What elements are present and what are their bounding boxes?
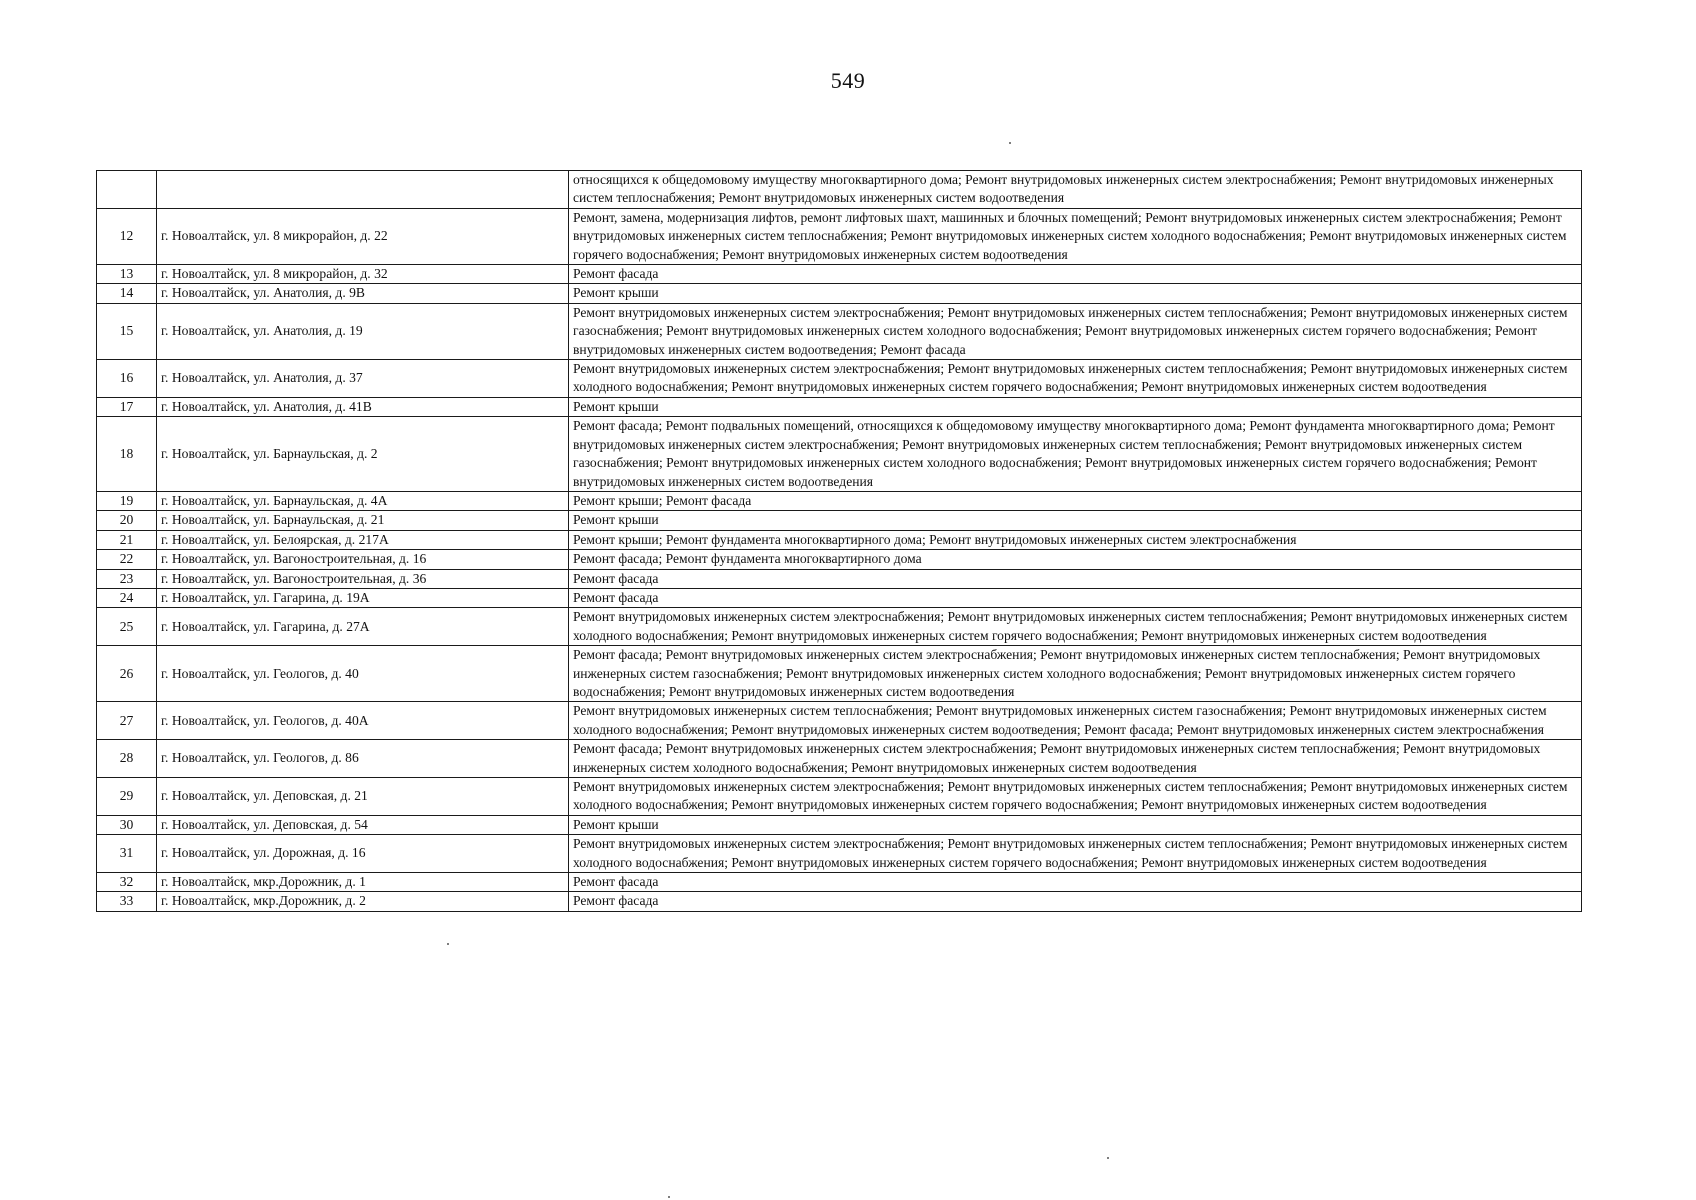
row-number-cell: 30 [97, 815, 157, 834]
table-row [97, 588, 1582, 607]
table-row [97, 569, 1582, 588]
repair-works-table [96, 170, 1582, 912]
repair-works-cell: Ремонт крыши [569, 284, 1582, 303]
address-cell: г. Новоалтайск, ул. Белоярская, д. 217А [157, 530, 569, 549]
table-row [97, 892, 1582, 911]
table-row [97, 608, 1582, 646]
row-number-cell [97, 171, 157, 209]
repair-works-cell: Ремонт фасада [569, 892, 1582, 911]
table-row [97, 303, 1582, 359]
row-number-cell: 15 [97, 303, 157, 359]
address-cell: г. Новоалтайск, ул. Геологов, д. 40 [157, 646, 569, 702]
row-number-cell: 24 [97, 588, 157, 607]
table-row [97, 835, 1582, 873]
address-cell: г. Новоалтайск, ул. Барнаульская, д. 4А [157, 491, 569, 510]
address-cell: г. Новоалтайск, ул. Анатолия, д. 19 [157, 303, 569, 359]
repair-works-cell: Ремонт фасада; Ремонт внутридомовых инженерных систем электроснабжения; Ремонт внутридомовых инженерных систем теплоснабжения; Ремонт внутридомовых инженерных систем газоснабжения; Ремонт внутридомовых инженерных систем холодного водоснабжения; Ремонт внутридомовых инженерных систем горячего водоснабжения; Ремонт внутридомовых инженерных систем водоотведения [569, 646, 1582, 702]
repair-works-cell: Ремонт внутридомовых инженерных систем электроснабжения; Ремонт внутридомовых инженерных систем теплоснабжения; Ремонт внутридомовых инженерных систем холодного водоснабжения; Ремонт внутридомовых инженерных систем горячего водоснабжения; Ремонт внутридомовых инженерных систем водоотведения [569, 608, 1582, 646]
row-number-cell: 13 [97, 265, 157, 284]
table-row [97, 873, 1582, 892]
table-row [97, 511, 1582, 530]
row-number-cell: 20 [97, 511, 157, 530]
repair-works-cell: Ремонт внутридомовых инженерных систем электроснабжения; Ремонт внутридомовых инженерных систем теплоснабжения; Ремонт внутридомовых инженерных систем холодного водоснабжения; Ремонт внутридомовых инженерных систем горячего водоснабжения; Ремонт внутридомовых инженерных систем водоотведения [569, 778, 1582, 816]
repair-works-cell: Ремонт внутридомовых инженерных систем электроснабжения; Ремонт внутридомовых инженерных систем теплоснабжения; Ремонт внутридомовых инженерных систем газоснабжения; Ремонт внутридомовых инженерных систем холодного водоснабжения; Ремонт внутридомовых инженерных систем горячего водоснабжения; Ремонт внутридомовых инженерных систем водоотведения; Ремонт фасада [569, 303, 1582, 359]
scan-speck [1009, 142, 1011, 144]
table-row [97, 646, 1582, 702]
repair-works-cell: Ремонт фасада [569, 873, 1582, 892]
row-number-cell: 25 [97, 608, 157, 646]
row-number-cell: 18 [97, 417, 157, 492]
table-row [97, 702, 1582, 740]
table-row [97, 265, 1582, 284]
row-number-cell: 33 [97, 892, 157, 911]
address-cell: г. Новоалтайск, ул. Деповская, д. 54 [157, 815, 569, 834]
row-number-cell: 23 [97, 569, 157, 588]
row-number-cell: 22 [97, 550, 157, 569]
repair-works-cell: Ремонт внутридомовых инженерных систем электроснабжения; Ремонт внутридомовых инженерных систем теплоснабжения; Ремонт внутридомовых инженерных систем холодного водоснабжения; Ремонт внутридомовых инженерных систем горячего водоснабжения; Ремонт внутридомовых инженерных систем водоотведения [569, 360, 1582, 398]
repair-works-cell: Ремонт фасада [569, 265, 1582, 284]
row-number-cell: 31 [97, 835, 157, 873]
address-cell: г. Новоалтайск, ул. Деповская, д. 21 [157, 778, 569, 816]
scan-speck [447, 943, 449, 945]
repair-works-cell: Ремонт крыши [569, 397, 1582, 416]
row-number-cell: 27 [97, 702, 157, 740]
table-row [97, 740, 1582, 778]
address-cell: г. Новоалтайск, ул. Барнаульская, д. 21 [157, 511, 569, 530]
row-number-cell: 29 [97, 778, 157, 816]
address-cell: г. Новоалтайск, ул. Анатолия, д. 9В [157, 284, 569, 303]
address-cell: г. Новоалтайск, ул. Геологов, д. 86 [157, 740, 569, 778]
repair-works-cell: Ремонт, замена, модернизация лифтов, ремонт лифтовых шахт, машинных и блочных помещений; Ремонт внутридомовых инженерных систем электроснабжения; Ремонт внутридомовых инженерных систем теплоснабжения; Ремонт внутридомовых инженерных систем холодного водоснабжения; Ремонт внутридомовых инженерных систем горячего водоснабжения; Ремонт внутридомовых инженерных систем водоотведения [569, 208, 1582, 264]
table-row [97, 171, 1582, 209]
table-row [97, 284, 1582, 303]
row-number-cell: 28 [97, 740, 157, 778]
address-cell: г. Новоалтайск, ул. Геологов, д. 40А [157, 702, 569, 740]
table-row [97, 530, 1582, 549]
row-number-cell: 19 [97, 491, 157, 510]
address-cell: г. Новоалтайск, ул. Гагарина, д. 19А [157, 588, 569, 607]
row-number-cell: 12 [97, 208, 157, 264]
row-number-cell: 17 [97, 397, 157, 416]
repair-works-cell: Ремонт крыши; Ремонт фундамента многоквартирного дома; Ремонт внутридомовых инженерных систем электроснабжения [569, 530, 1582, 549]
address-cell: г. Новоалтайск, мкр.Дорожник, д. 1 [157, 873, 569, 892]
repair-works-cell: Ремонт фасада [569, 569, 1582, 588]
page-number: 549 [830, 68, 866, 93]
repair-works-cell: Ремонт фасада [569, 588, 1582, 607]
repair-works-cell: Ремонт внутридомовых инженерных систем теплоснабжения; Ремонт внутридомовых инженерных систем газоснабжения; Ремонт внутридомовых инженерных систем холодного водоснабжения; Ремонт внутридомовых инженерных систем водоотведения; Ремонт фасада; Ремонт внутридомовых инженерных систем электроснабжения [569, 702, 1582, 740]
address-cell: г. Новоалтайск, ул. Дорожная, д. 16 [157, 835, 569, 873]
table-row [97, 550, 1582, 569]
repair-works-cell: Ремонт крыши [569, 511, 1582, 530]
repair-works-cell: Ремонт фасада; Ремонт фундамента многоквартирного дома [569, 550, 1582, 569]
table-row [97, 778, 1582, 816]
repair-works-cell: Ремонт фасада; Ремонт подвальных помещений, относящихся к общедомовому имуществу многоквартирного дома; Ремонт фундамента многоквартирного дома; Ремонт внутридомовых инженерных систем электроснабжения; Ремонт внутридомовых инженерных систем теплоснабжения; Ремонт внутридомовых инженерных систем газоснабжения; Ремонт внутридомовых инженерных систем холодного водоснабжения; Ремонт внутридомовых инженерных систем горячего водоснабжения; Ремонт внутридомовых инженерных систем водоотведения [569, 417, 1582, 492]
address-cell [157, 171, 569, 209]
address-cell: г. Новоалтайск, ул. Барнаульская, д. 2 [157, 417, 569, 492]
address-cell: г. Новоалтайск, ул. Вагоностроительная, д. 16 [157, 550, 569, 569]
repair-works-cell: Ремонт крыши [569, 815, 1582, 834]
address-cell: г. Новоалтайск, ул. Анатолия, д. 41В [157, 397, 569, 416]
table-body [97, 171, 1582, 912]
address-cell: г. Новоалтайск, мкр.Дорожник, д. 2 [157, 892, 569, 911]
table-row [97, 208, 1582, 264]
address-cell: г. Новоалтайск, ул. 8 микрорайон, д. 22 [157, 208, 569, 264]
table-row [97, 360, 1582, 398]
scan-speck [668, 1196, 670, 1198]
table-row [97, 491, 1582, 510]
table-row [97, 397, 1582, 416]
table-row [97, 417, 1582, 492]
repair-works-cell: Ремонт крыши; Ремонт фасада [569, 491, 1582, 510]
address-cell: г. Новоалтайск, ул. Анатолия, д. 37 [157, 360, 569, 398]
row-number-cell: 21 [97, 530, 157, 549]
repair-works-cell: Ремонт внутридомовых инженерных систем электроснабжения; Ремонт внутридомовых инженерных систем теплоснабжения; Ремонт внутридомовых инженерных систем холодного водоснабжения; Ремонт внутридомовых инженерных систем горячего водоснабжения; Ремонт внутридомовых инженерных систем водоотведения [569, 835, 1582, 873]
repair-works-cell: Ремонт фасада; Ремонт внутридомовых инженерных систем электроснабжения; Ремонт внутридомовых инженерных систем теплоснабжения; Ремонт внутридомовых инженерных систем холодного водоснабжения; Ремонт внутридомовых инженерных систем водоотведения [569, 740, 1582, 778]
scan-speck [1107, 1157, 1109, 1159]
row-number-cell: 16 [97, 360, 157, 398]
table-row [97, 815, 1582, 834]
repair-works-cell: относящихся к общедомовому имуществу многоквартирного дома; Ремонт внутридомовых инженерных систем электроснабжения; Ремонт внутридомовых инженерных систем теплоснабжения; Ремонт внутридомовых инженерных систем водоотведения [569, 171, 1582, 209]
row-number-cell: 14 [97, 284, 157, 303]
address-cell: г. Новоалтайск, ул. Гагарина, д. 27А [157, 608, 569, 646]
row-number-cell: 32 [97, 873, 157, 892]
address-cell: г. Новоалтайск, ул. Вагоностроительная, д. 36 [157, 569, 569, 588]
row-number-cell: 26 [97, 646, 157, 702]
address-cell: г. Новоалтайск, ул. 8 микрорайон, д. 32 [157, 265, 569, 284]
